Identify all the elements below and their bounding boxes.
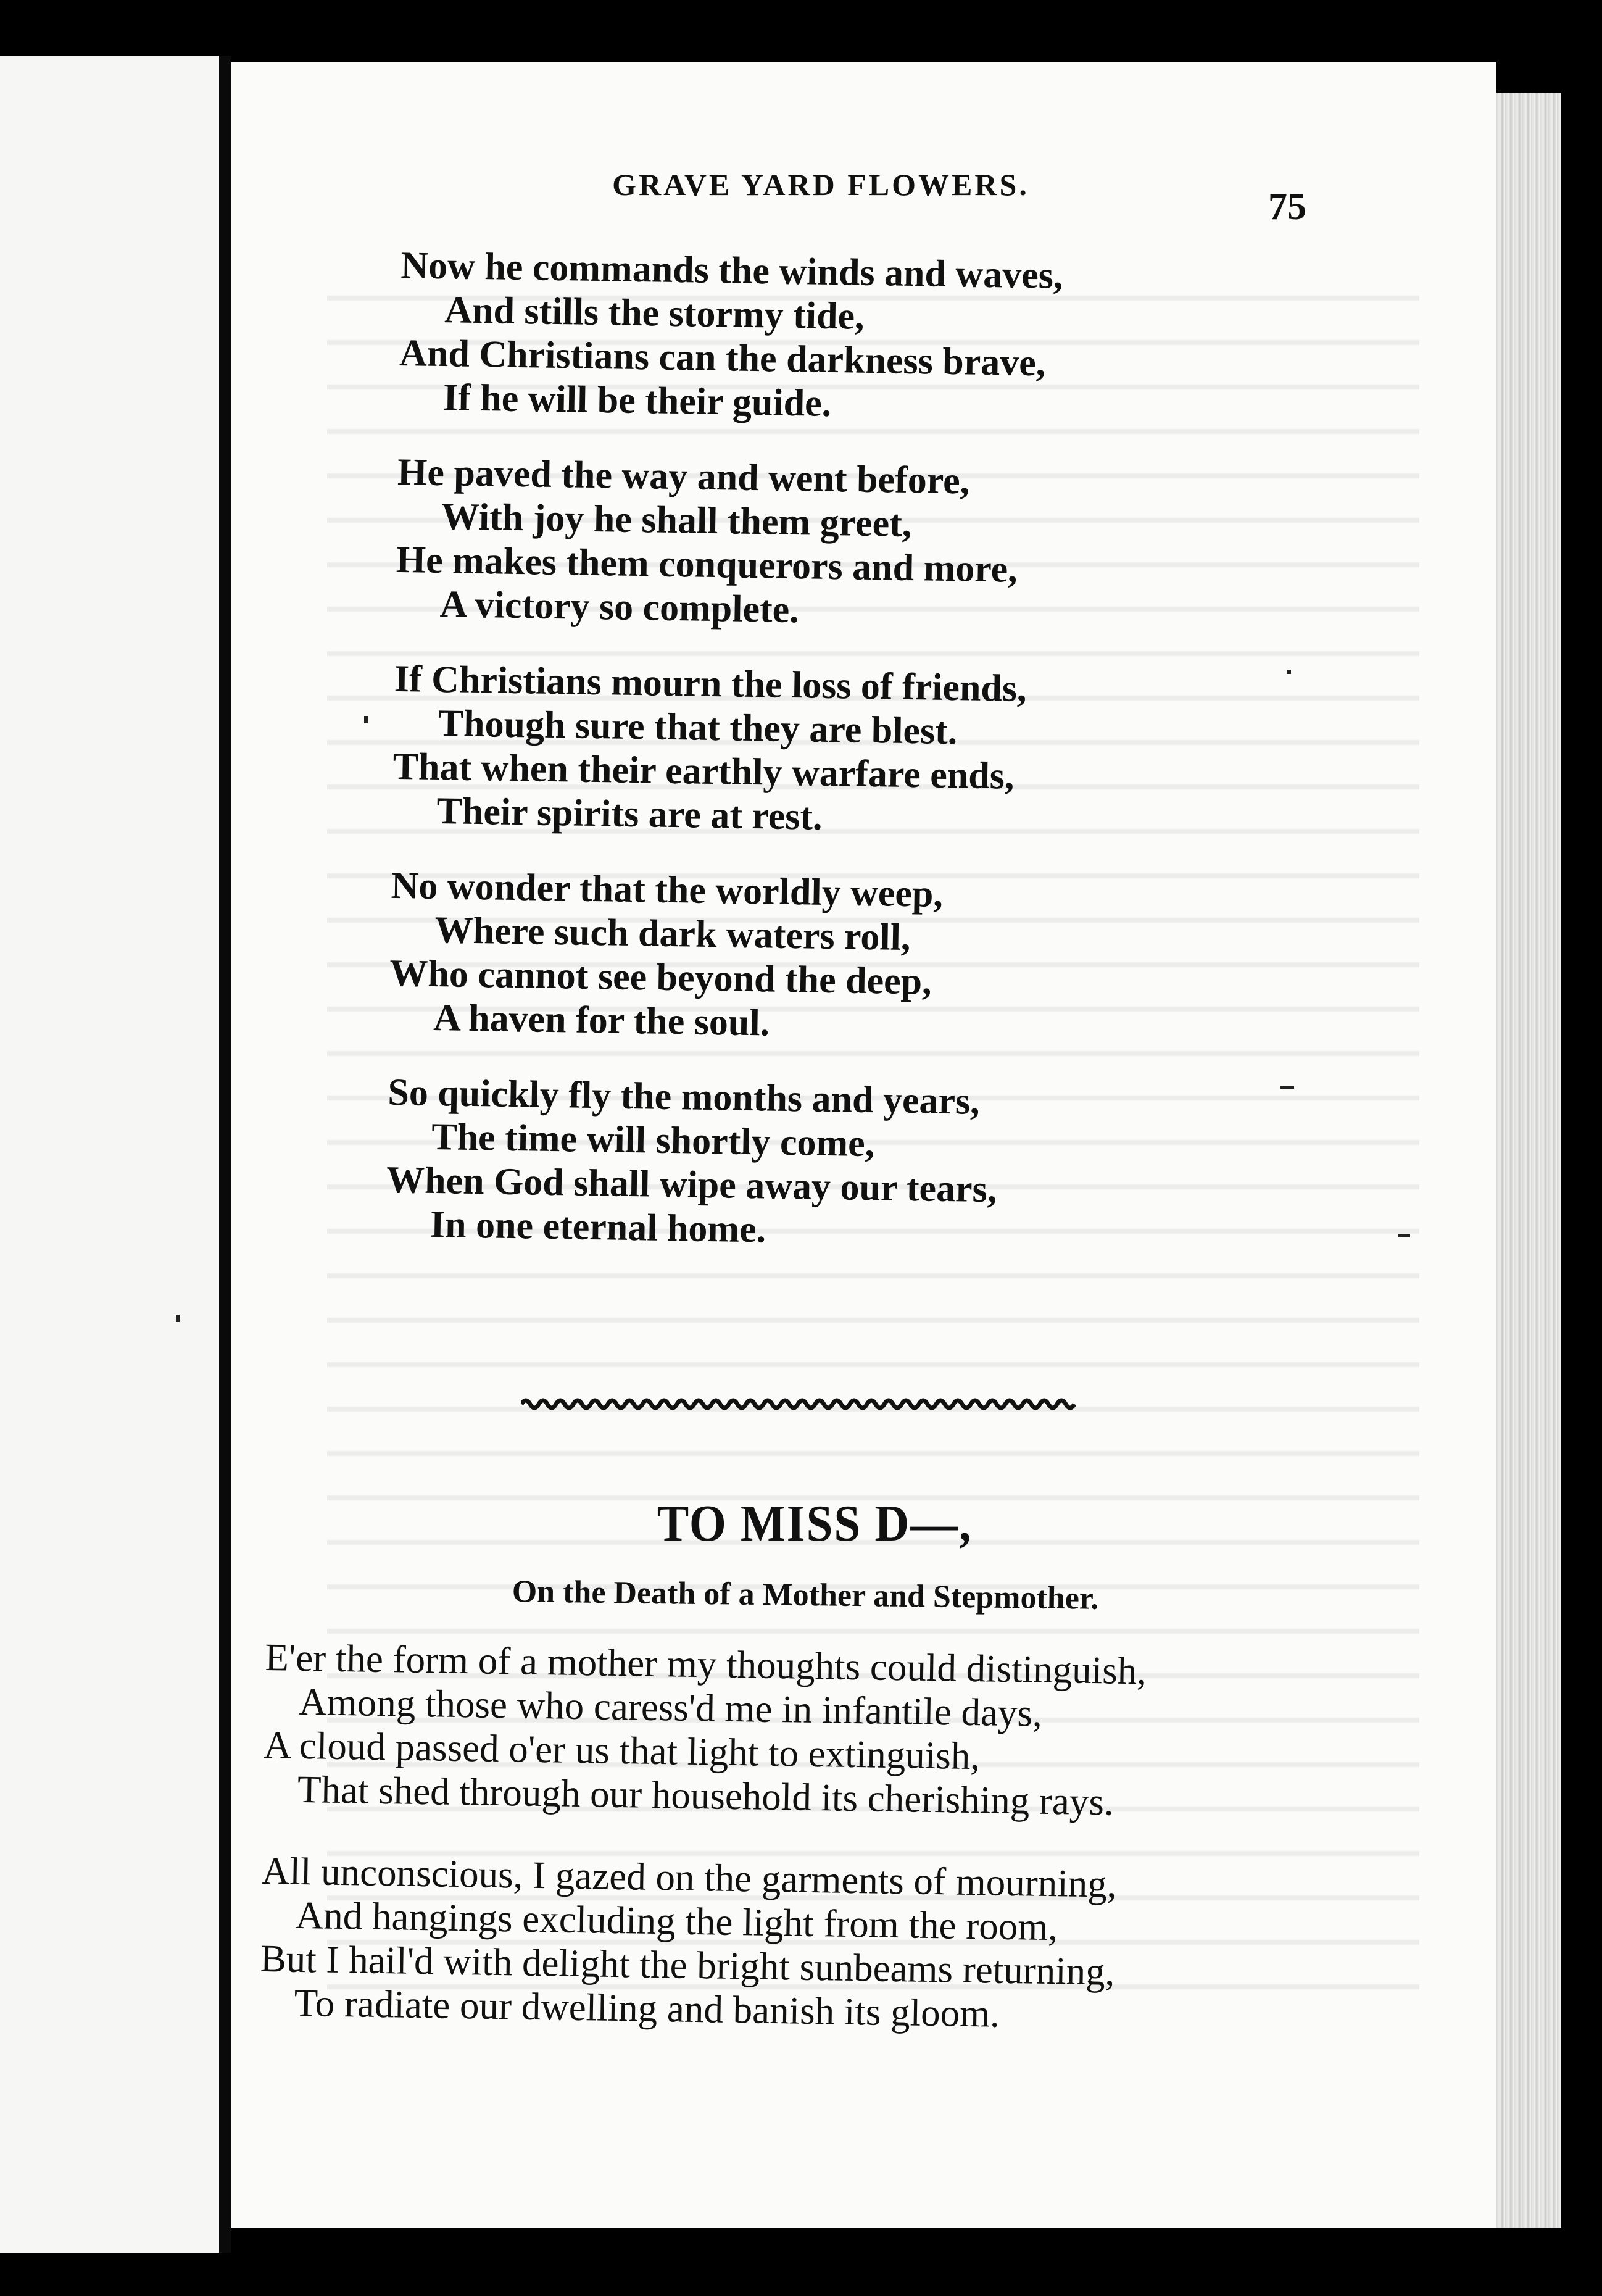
scan-speck bbox=[364, 716, 368, 723]
poem-line: Though sure that they are blest. bbox=[438, 702, 958, 753]
poem-line: If he will be their guide. bbox=[442, 376, 832, 425]
poem-line: When God shall wipe away our tears, bbox=[386, 1158, 997, 1211]
poem-line: And stills the stormy tide, bbox=[444, 289, 865, 338]
poem-line: No wonder that the worldly weep, bbox=[391, 864, 944, 915]
stanza bbox=[385, 1071, 1313, 1261]
poem-subtitle: On the Death of a Mother and Stepmother. bbox=[512, 1574, 1099, 1616]
poem-line: Who cannot see beyond the deep, bbox=[389, 952, 932, 1003]
poem-line: E'er the form of a mother my thoughts could distinguish, bbox=[264, 1636, 1147, 1693]
poem-line: Now he commands the winds and waves, bbox=[400, 244, 1063, 297]
stanza bbox=[392, 657, 1320, 847]
stanza bbox=[263, 1636, 1314, 1828]
poem-line: If Christians mourn the loss of friends, bbox=[394, 657, 1027, 710]
running-title: GRAVE YARD FLOWERS. bbox=[612, 167, 1029, 202]
poem-line: With joy he shall them greet, bbox=[441, 496, 912, 546]
wavy-divider bbox=[521, 1392, 1080, 1416]
poem-line: That when their earthly warfare ends, bbox=[392, 745, 1015, 797]
poem-line: He paved the way and went before, bbox=[397, 451, 970, 502]
poem-line: To radiate our dwelling and banish its gloom. bbox=[294, 1981, 1000, 2036]
facing-page bbox=[0, 56, 219, 2253]
poem-to-miss-d bbox=[259, 1636, 1314, 2079]
stanza bbox=[395, 451, 1323, 641]
page-edges bbox=[1496, 93, 1561, 2228]
stanza bbox=[259, 1849, 1311, 2041]
poem-line: And Christians can the darkness brave, bbox=[399, 331, 1046, 385]
scan-speck bbox=[1280, 1086, 1294, 1089]
scan-speck bbox=[1287, 670, 1291, 674]
poem-line: So quickly fly the months and years, bbox=[387, 1071, 981, 1123]
poem-line: That shed through our household its cherishing rays. bbox=[297, 1767, 1114, 1824]
poem-line: Where such dark waters roll, bbox=[434, 909, 911, 959]
page-number: 75 bbox=[1268, 186, 1306, 228]
poem-line: The time will shortly come, bbox=[431, 1115, 875, 1165]
poem-continued bbox=[385, 244, 1327, 1292]
scan-speck bbox=[176, 1315, 180, 1322]
stanza bbox=[399, 244, 1327, 434]
poem-line: Their spirits are at rest. bbox=[436, 790, 823, 838]
poem-line: And hangings excluding the light from the room, bbox=[295, 1893, 1058, 1949]
stanza bbox=[389, 864, 1317, 1054]
poem-title: TO MISS D—, bbox=[657, 1495, 973, 1552]
poem-line: Among those who caress'd me in infantile days, bbox=[298, 1679, 1043, 1735]
poem-line: But I hail'd with delight the bright sunbeams returning, bbox=[260, 1936, 1116, 1994]
poem-line: All unconscious, I gazed on the garments of mourning, bbox=[261, 1849, 1118, 1906]
poem-line: He makes them conquerors and more, bbox=[396, 538, 1018, 591]
book-gutter bbox=[219, 56, 231, 2253]
poem-line: A cloud passed o'er us that light to extinguish, bbox=[263, 1723, 981, 1778]
scan-speck bbox=[1398, 1234, 1410, 1237]
poem-line: In one eternal home. bbox=[430, 1203, 766, 1251]
poem-line: A victory so complete. bbox=[439, 583, 800, 631]
poem-line: A haven for the soul. bbox=[433, 996, 770, 1044]
